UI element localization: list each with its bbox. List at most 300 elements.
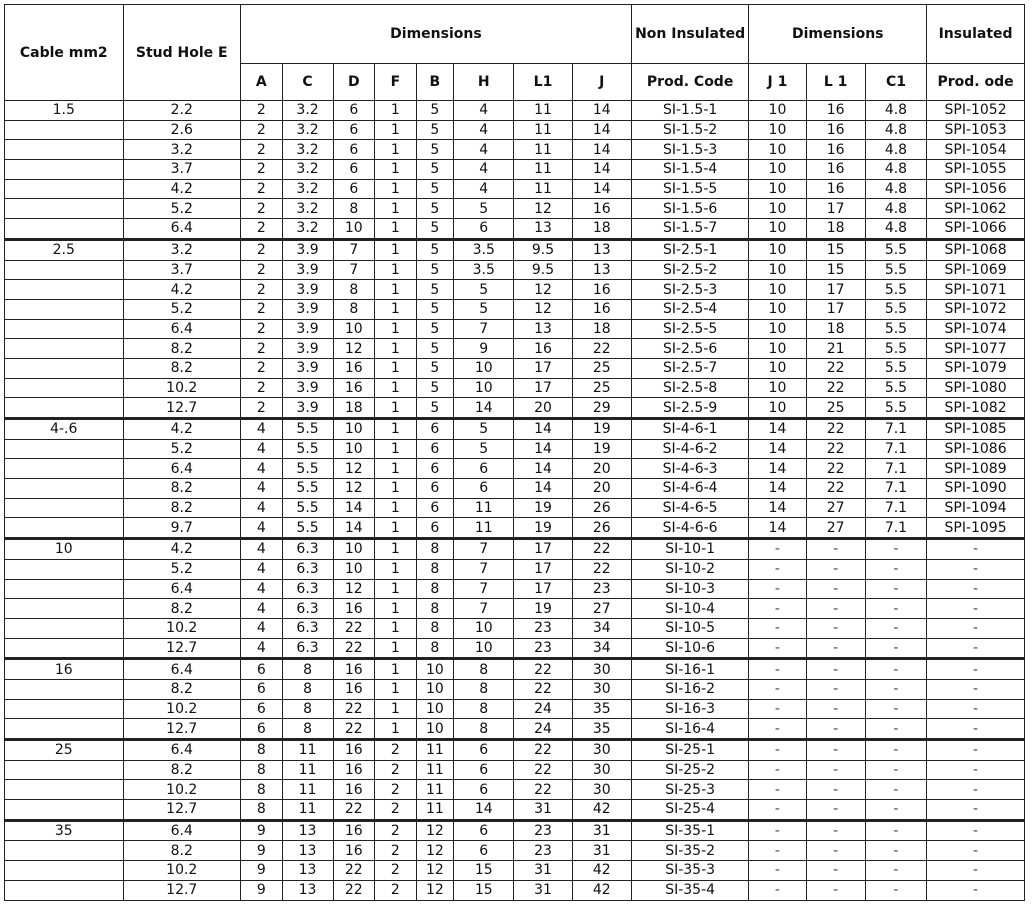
cable-size-cell — [5, 861, 124, 881]
table-cell: - — [806, 800, 865, 821]
table-cell: 6.4 — [123, 820, 240, 841]
table-cell: SI-2.5-1 — [631, 239, 748, 260]
table-cell: 27 — [806, 498, 865, 518]
header-cable: Cable mm2 — [5, 5, 124, 101]
table-row — [5, 339, 1025, 359]
table-cell: SI-35-1 — [631, 820, 748, 841]
table-cell: 6.3 — [282, 638, 333, 659]
table-cell: - — [806, 760, 865, 780]
table-cell: 10.2 — [123, 378, 240, 398]
table-cell: 8 — [282, 719, 333, 740]
table-cell: SI-25-1 — [631, 740, 748, 761]
table-cell: - — [865, 760, 926, 780]
spec-table-wrapper — [4, 4, 1025, 901]
table-cell: - — [806, 820, 865, 841]
table-cell: 1 — [375, 498, 417, 518]
table-cell: 2 — [241, 299, 283, 319]
table-cell: 16 — [333, 599, 375, 619]
table-cell: 11 — [416, 760, 453, 780]
table-cell: 4.2 — [123, 419, 240, 440]
table-cell: 25 — [572, 378, 631, 398]
table-cell: SPI-1056 — [927, 179, 1025, 199]
table-cell: 2 — [241, 101, 283, 121]
subheader-prod-ode: Prod. ode — [927, 64, 1025, 101]
table-row — [5, 260, 1025, 280]
subheader-c: C — [282, 64, 333, 101]
table-cell: 8.2 — [123, 358, 240, 378]
table-cell: 16 — [333, 378, 375, 398]
table-cell: - — [749, 719, 806, 740]
table-cell: 22 — [514, 780, 572, 800]
table-cell: 3.9 — [282, 299, 333, 319]
table-cell: 23 — [572, 579, 631, 599]
table-cell: 2 — [375, 861, 417, 881]
table-cell: 8 — [416, 618, 453, 638]
header-stud-hole: Stud Hole E — [123, 5, 240, 101]
table-cell: 9 — [241, 820, 283, 841]
table-cell: 24 — [514, 699, 572, 719]
table-cell: 6.4 — [123, 319, 240, 339]
table-cell: 14 — [572, 140, 631, 160]
table-cell: 16 — [333, 841, 375, 861]
table-cell: 4 — [241, 419, 283, 440]
table-cell: 11 — [514, 179, 572, 199]
table-cell: 2 — [241, 219, 283, 240]
table-cell: 14 — [514, 439, 572, 459]
table-cell: 12 — [514, 280, 572, 300]
subheader-l1-insulated: L 1 — [806, 64, 865, 101]
table-cell: 4 — [454, 120, 514, 140]
subheader-h: H — [454, 64, 514, 101]
table-row — [5, 160, 1025, 180]
table-cell: 12.7 — [123, 638, 240, 659]
table-cell: 5 — [454, 419, 514, 440]
table-cell: - — [749, 599, 806, 619]
table-cell: 14 — [749, 439, 806, 459]
table-cell: 13 — [572, 239, 631, 260]
table-cell: 5.5 — [865, 319, 926, 339]
table-cell: 4.2 — [123, 179, 240, 199]
table-cell: 5 — [454, 199, 514, 219]
table-cell: - — [806, 719, 865, 740]
table-cell: - — [927, 579, 1025, 599]
table-cell: 10 — [416, 719, 453, 740]
table-cell: 5.5 — [865, 299, 926, 319]
table-cell: - — [749, 800, 806, 821]
table-cell: 5 — [416, 140, 453, 160]
table-cell: 9.7 — [123, 518, 240, 539]
table-cell: 5.5 — [282, 459, 333, 479]
table-cell: 8 — [333, 299, 375, 319]
table-cell: 4 — [241, 638, 283, 659]
table-cell: 2 — [375, 760, 417, 780]
table-cell: 22 — [514, 740, 572, 761]
table-row — [5, 280, 1025, 300]
table-cell: 11 — [282, 780, 333, 800]
table-cell: 12 — [333, 479, 375, 499]
header-dimensions-insulated: Dimensions — [749, 5, 927, 64]
table-row — [5, 800, 1025, 821]
table-cell: 19 — [572, 419, 631, 440]
table-cell: 4 — [241, 618, 283, 638]
table-cell: 15 — [806, 260, 865, 280]
table-cell: 6 — [241, 679, 283, 699]
table-cell: 5 — [416, 280, 453, 300]
table-cell: 3.9 — [282, 319, 333, 339]
subheader-f: F — [375, 64, 417, 101]
table-row — [5, 479, 1025, 499]
table-cell: 16 — [806, 179, 865, 199]
table-cell: 3.2 — [123, 239, 240, 260]
subheader-l1: L1 — [514, 64, 572, 101]
table-cell: 5 — [416, 120, 453, 140]
table-row — [5, 699, 1025, 719]
table-cell: - — [865, 638, 926, 659]
table-cell: - — [927, 618, 1025, 638]
table-cell: 23 — [514, 841, 572, 861]
table-cell: 4 — [241, 479, 283, 499]
table-cell: SI-2.5-9 — [631, 398, 748, 419]
table-cell: 17 — [514, 378, 572, 398]
table-cell: 1 — [375, 479, 417, 499]
table-cell: 10 — [749, 199, 806, 219]
table-cell: 5.5 — [865, 398, 926, 419]
table-row — [5, 780, 1025, 800]
table-cell: 7.1 — [865, 479, 926, 499]
table-cell: SI-2.5-7 — [631, 358, 748, 378]
table-row — [5, 760, 1025, 780]
table-cell: 3.9 — [282, 398, 333, 419]
table-cell: 8.2 — [123, 339, 240, 359]
table-row — [5, 219, 1025, 240]
table-cell: 18 — [572, 219, 631, 240]
table-cell: 17 — [806, 199, 865, 219]
table-cell: 8.2 — [123, 498, 240, 518]
table-cell: 4 — [241, 439, 283, 459]
table-cell: 14 — [514, 479, 572, 499]
table-cell: 10 — [454, 618, 514, 638]
table-cell: 16 — [333, 659, 375, 680]
table-cell: 8 — [454, 719, 514, 740]
table-cell: SPI-1089 — [927, 459, 1025, 479]
table-cell: 10 — [454, 358, 514, 378]
table-cell: SPI-1068 — [927, 239, 1025, 260]
table-cell: - — [749, 780, 806, 800]
table-cell: - — [749, 559, 806, 579]
table-cell: 9 — [454, 339, 514, 359]
table-cell: 18 — [806, 219, 865, 240]
table-cell: 13 — [514, 219, 572, 240]
table-cell: 2 — [241, 319, 283, 339]
table-cell: 6 — [333, 179, 375, 199]
table-cell: 4.8 — [865, 140, 926, 160]
table-cell: 4.8 — [865, 199, 926, 219]
table-cell: SI-4-6-3 — [631, 459, 748, 479]
table-cell: 8 — [241, 780, 283, 800]
table-cell: 11 — [416, 780, 453, 800]
table-cell: 5.5 — [865, 378, 926, 398]
table-cell: 26 — [572, 498, 631, 518]
table-cell: 12.7 — [123, 880, 240, 900]
table-cell: 12 — [333, 459, 375, 479]
cable-size-cell — [5, 498, 124, 518]
table-cell: 6.4 — [123, 740, 240, 761]
table-cell: 10 — [749, 339, 806, 359]
table-cell: 1 — [375, 358, 417, 378]
table-cell: 10 — [749, 280, 806, 300]
table-cell: 6 — [416, 479, 453, 499]
table-cell: 15 — [806, 239, 865, 260]
table-cell: 1 — [375, 140, 417, 160]
table-cell: 22 — [333, 861, 375, 881]
table-cell: SPI-1072 — [927, 299, 1025, 319]
table-cell: 16 — [333, 679, 375, 699]
table-cell: 1 — [375, 280, 417, 300]
table-cell: 6.3 — [282, 618, 333, 638]
table-cell: 11 — [514, 120, 572, 140]
table-cell: 16 — [572, 299, 631, 319]
table-cell: 6 — [454, 760, 514, 780]
table-cell: - — [749, 820, 806, 841]
table-cell: SI-1.5-4 — [631, 160, 748, 180]
table-cell: 11 — [514, 101, 572, 121]
cable-size-cell: 1.5 — [5, 101, 124, 121]
table-cell: 31 — [514, 861, 572, 881]
table-cell: 5.5 — [282, 498, 333, 518]
table-cell: 8 — [416, 599, 453, 619]
table-cell: SI-16-3 — [631, 699, 748, 719]
table-cell: 5.5 — [865, 339, 926, 359]
table-cell: - — [927, 820, 1025, 841]
table-cell: 3.2 — [282, 179, 333, 199]
table-cell: 10 — [749, 239, 806, 260]
table-cell: 16 — [333, 780, 375, 800]
table-cell: - — [749, 638, 806, 659]
table-cell: 16 — [333, 760, 375, 780]
table-cell: 6 — [416, 498, 453, 518]
cable-size-cell — [5, 319, 124, 339]
table-cell: 5 — [416, 219, 453, 240]
table-cell: - — [927, 659, 1025, 680]
cable-size-cell — [5, 459, 124, 479]
table-row — [5, 579, 1025, 599]
table-cell: 8.2 — [123, 841, 240, 861]
table-cell: 6.3 — [282, 579, 333, 599]
table-cell: 1 — [375, 719, 417, 740]
table-cell: 23 — [514, 618, 572, 638]
table-row — [5, 880, 1025, 900]
table-cell: 2 — [241, 160, 283, 180]
subheader-prod-code: Prod. Code — [631, 64, 748, 101]
table-cell: 5.5 — [865, 260, 926, 280]
table-cell: 22 — [572, 539, 631, 560]
table-cell: 22 — [572, 339, 631, 359]
cable-size-cell — [5, 841, 124, 861]
table-cell: 27 — [806, 518, 865, 539]
table-cell: - — [806, 841, 865, 861]
table-cell: 24 — [514, 719, 572, 740]
table-cell: SI-4-6-1 — [631, 419, 748, 440]
table-cell: 10 — [749, 299, 806, 319]
table-row — [5, 498, 1025, 518]
table-cell: 2 — [241, 260, 283, 280]
table-cell: 14 — [572, 160, 631, 180]
cable-size-cell — [5, 618, 124, 638]
table-row — [5, 539, 1025, 560]
table-row — [5, 179, 1025, 199]
table-cell: 11 — [282, 760, 333, 780]
table-cell: 22 — [333, 719, 375, 740]
table-cell: 17 — [514, 559, 572, 579]
table-cell: 5.5 — [282, 518, 333, 539]
table-cell: - — [749, 841, 806, 861]
table-row — [5, 518, 1025, 539]
table-cell: 14 — [749, 419, 806, 440]
cable-size-cell: 16 — [5, 659, 124, 680]
table-cell: - — [806, 539, 865, 560]
table-cell: 6 — [416, 439, 453, 459]
table-cell: SI-16-2 — [631, 679, 748, 699]
table-cell: 5 — [454, 299, 514, 319]
table-cell: 6 — [454, 841, 514, 861]
table-cell: 3.2 — [123, 140, 240, 160]
cable-size-cell — [5, 219, 124, 240]
table-cell: 22 — [514, 659, 572, 680]
cable-size-cell: 25 — [5, 740, 124, 761]
table-cell: - — [865, 559, 926, 579]
table-cell: - — [806, 679, 865, 699]
table-cell: 30 — [572, 740, 631, 761]
table-cell: 1 — [375, 679, 417, 699]
table-cell: 20 — [572, 459, 631, 479]
table-cell: - — [806, 780, 865, 800]
table-cell: 16 — [806, 140, 865, 160]
table-cell: 5 — [416, 339, 453, 359]
table-cell: 5.5 — [865, 358, 926, 378]
table-cell: 10 — [333, 419, 375, 440]
table-cell: 7 — [333, 260, 375, 280]
table-cell: 10 — [749, 398, 806, 419]
table-cell: 4.8 — [865, 120, 926, 140]
table-cell: SPI-1079 — [927, 358, 1025, 378]
table-cell: 1 — [375, 638, 417, 659]
table-cell: 4.2 — [123, 280, 240, 300]
table-cell: 8 — [282, 659, 333, 680]
table-cell: SI-10-1 — [631, 539, 748, 560]
table-cell: 5.2 — [123, 439, 240, 459]
table-cell: 5 — [416, 199, 453, 219]
cable-size-cell — [5, 378, 124, 398]
table-cell: 16 — [572, 280, 631, 300]
table-row — [5, 719, 1025, 740]
table-cell: 13 — [572, 260, 631, 280]
table-cell: 31 — [572, 841, 631, 861]
table-cell: - — [865, 599, 926, 619]
table-cell: 10 — [749, 101, 806, 121]
table-cell: SI-25-3 — [631, 780, 748, 800]
table-cell: SI-35-3 — [631, 861, 748, 881]
cable-size-cell — [5, 880, 124, 900]
table-cell: 11 — [454, 518, 514, 539]
table-cell: 6 — [333, 160, 375, 180]
table-cell: 2 — [241, 120, 283, 140]
table-cell: 12 — [416, 841, 453, 861]
table-cell: 8 — [454, 699, 514, 719]
table-cell: 10 — [749, 179, 806, 199]
table-row — [5, 319, 1025, 339]
table-cell: 5.2 — [123, 199, 240, 219]
table-cell: 8 — [282, 679, 333, 699]
table-cell: 1 — [375, 160, 417, 180]
table-cell: 6 — [241, 699, 283, 719]
table-cell: 3.2 — [282, 199, 333, 219]
table-cell: 2 — [241, 339, 283, 359]
table-cell: 2.6 — [123, 120, 240, 140]
table-cell: - — [865, 679, 926, 699]
table-cell: 5 — [416, 260, 453, 280]
table-cell: SPI-1066 — [927, 219, 1025, 240]
table-cell: 6.4 — [123, 659, 240, 680]
table-cell: 42 — [572, 861, 631, 881]
table-cell: - — [806, 740, 865, 761]
cable-size-cell — [5, 760, 124, 780]
table-cell: SI-4-6-2 — [631, 439, 748, 459]
table-cell: 2 — [241, 358, 283, 378]
table-cell: 7.1 — [865, 498, 926, 518]
table-cell: SI-16-4 — [631, 719, 748, 740]
table-cell: 2 — [241, 280, 283, 300]
table-cell: 9.5 — [514, 239, 572, 260]
table-cell: 7.1 — [865, 439, 926, 459]
table-row — [5, 239, 1025, 260]
table-cell: SPI-1080 — [927, 378, 1025, 398]
table-cell: 30 — [572, 760, 631, 780]
table-cell: 6 — [454, 780, 514, 800]
table-cell: 11 — [454, 498, 514, 518]
table-cell: 16 — [806, 101, 865, 121]
table-cell: 19 — [514, 498, 572, 518]
table-cell: 17 — [514, 579, 572, 599]
table-cell: 7 — [454, 599, 514, 619]
table-cell: 6 — [241, 719, 283, 740]
table-cell: 14 — [454, 800, 514, 821]
table-cell: 31 — [572, 820, 631, 841]
table-cell: 8 — [333, 280, 375, 300]
table-cell: - — [927, 559, 1025, 579]
table-cell: 17 — [806, 299, 865, 319]
table-cell: 4 — [241, 498, 283, 518]
table-cell: SI-4-6-5 — [631, 498, 748, 518]
table-cell: 12 — [416, 861, 453, 881]
table-cell: 2 — [375, 880, 417, 900]
table-cell: 9.5 — [514, 260, 572, 280]
table-cell: - — [749, 760, 806, 780]
table-cell: 1 — [375, 339, 417, 359]
table-row — [5, 199, 1025, 219]
table-cell: 1 — [375, 398, 417, 419]
table-cell: 8 — [416, 539, 453, 560]
table-cell: 4 — [454, 101, 514, 121]
table-cell: 1 — [375, 459, 417, 479]
table-cell: 7 — [454, 579, 514, 599]
table-cell: 13 — [282, 841, 333, 861]
table-cell: 22 — [333, 800, 375, 821]
table-cell: SI-1.5-7 — [631, 219, 748, 240]
table-cell: 22 — [514, 760, 572, 780]
table-row — [5, 459, 1025, 479]
cable-size-cell — [5, 280, 124, 300]
table-cell: 1 — [375, 378, 417, 398]
